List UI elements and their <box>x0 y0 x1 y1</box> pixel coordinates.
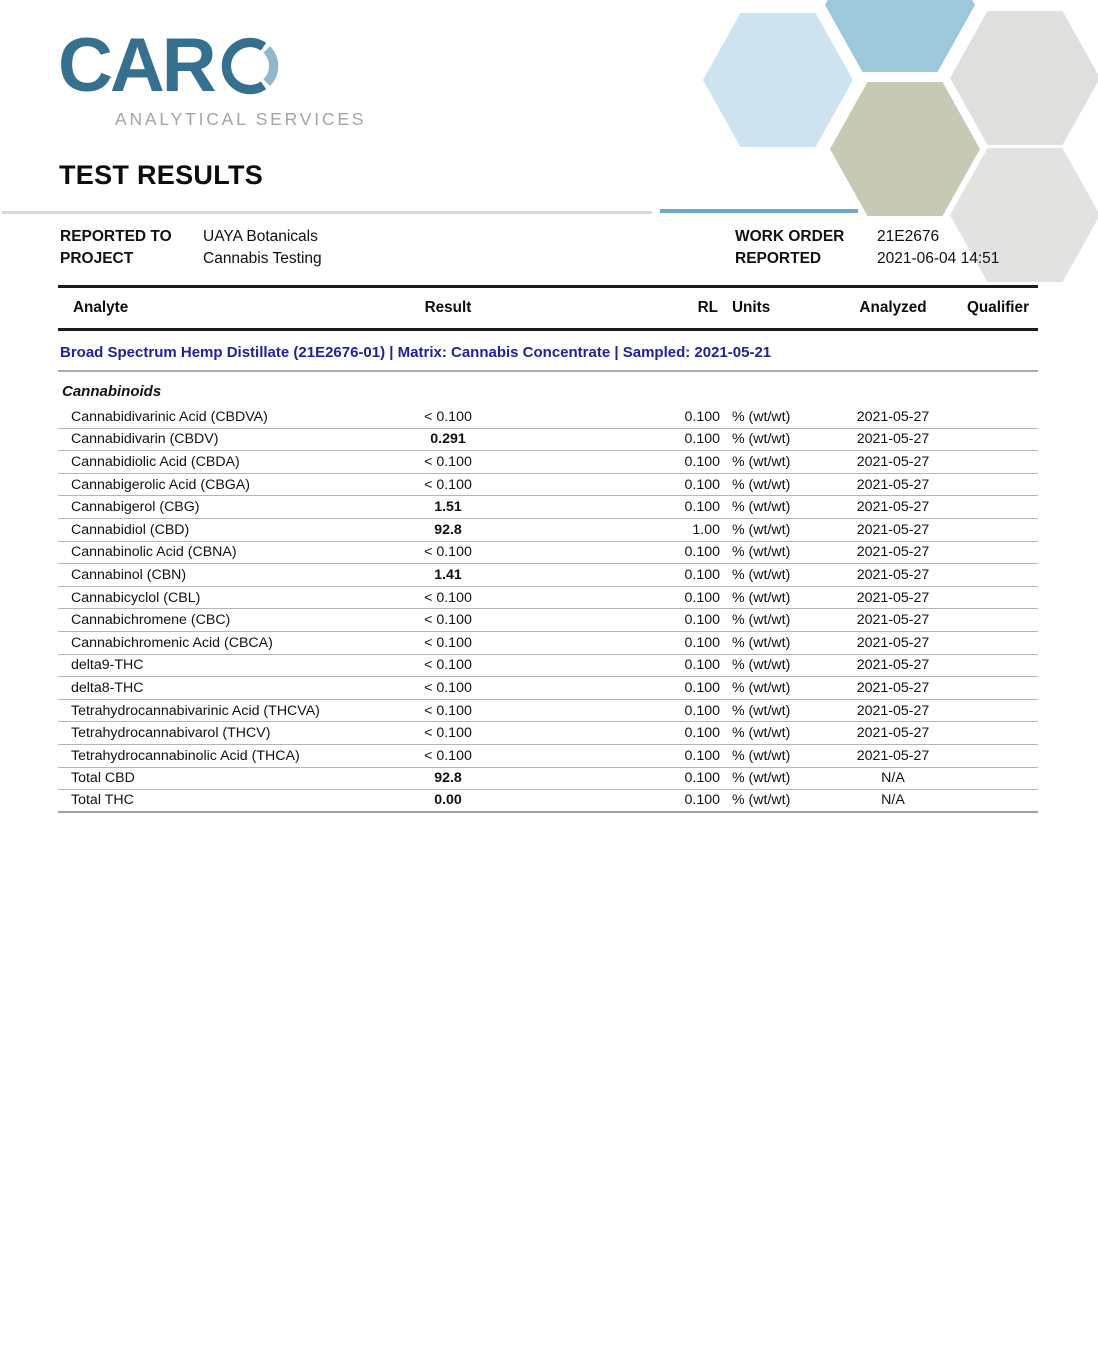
table-row <box>58 632 1038 655</box>
analyte-cell: Tetrahydrocannabinolic Acid (THCA) <box>71 747 300 764</box>
units-cell: % (wt/wt) <box>732 453 791 470</box>
project-row <box>60 248 322 270</box>
results-table <box>58 285 1038 813</box>
column-header-analyzed: Analyzed <box>859 299 927 316</box>
table-row <box>58 474 1038 497</box>
table-row <box>58 745 1038 768</box>
units-cell: % (wt/wt) <box>732 521 791 538</box>
meta-right-block <box>735 226 999 270</box>
result-cell: < 0.100 <box>424 589 472 606</box>
logo-tagline: ANALYTICAL SERVICES <box>115 109 367 129</box>
reported-label: REPORTED <box>735 250 822 267</box>
hexagon-decoration <box>825 0 975 72</box>
rl-cell: 0.100 <box>684 499 720 516</box>
result-cell: < 0.100 <box>424 453 472 470</box>
rl-cell: 0.100 <box>684 431 720 448</box>
column-header-units: Units <box>732 299 771 316</box>
rl-cell: 0.100 <box>684 566 720 583</box>
section-label-cannabinoids: Cannabinoids <box>62 383 162 400</box>
analyte-cell: Total CBD <box>71 770 135 787</box>
rl-cell: 0.100 <box>684 589 720 606</box>
analyte-cell: Cannabichromene (CBC) <box>71 612 231 629</box>
table-row <box>58 655 1038 678</box>
hexagon-decoration <box>950 11 1098 145</box>
analyzed-cell: 2021-05-27 <box>856 725 930 742</box>
analyzed-cell: 2021-05-27 <box>856 634 930 651</box>
result-cell: < 0.100 <box>424 544 472 561</box>
result-cell: < 0.100 <box>424 725 472 742</box>
analyzed-cell: 2021-05-27 <box>856 453 930 470</box>
caro-logo <box>58 23 367 130</box>
analyzed-cell: N/A <box>881 770 905 787</box>
analyzed-cell: 2021-05-27 <box>856 589 930 606</box>
units-cell: % (wt/wt) <box>732 725 791 742</box>
column-header-qualifier: Qualifier <box>966 299 1030 316</box>
units-cell: % (wt/wt) <box>732 612 791 629</box>
analyzed-cell: 2021-05-27 <box>856 657 930 674</box>
result-cell: 0.291 <box>430 431 466 448</box>
result-cell: 1.41 <box>434 566 462 583</box>
analyzed-cell: 2021-05-27 <box>856 679 930 696</box>
table-row <box>58 451 1038 474</box>
table-row <box>58 564 1038 587</box>
table-row <box>58 587 1038 610</box>
meta-left-block <box>60 226 322 270</box>
analyte-cell: Cannabinolic Acid (CBNA) <box>71 544 237 561</box>
rl-cell: 0.100 <box>684 792 720 809</box>
rl-cell: 0.100 <box>684 634 720 651</box>
table-row <box>58 406 1038 429</box>
result-cell: 92.8 <box>434 770 462 787</box>
analyte-cell: Tetrahydrocannabivarinic Acid (THCVA) <box>71 702 320 719</box>
analyzed-cell: 2021-05-27 <box>856 566 930 583</box>
reported-to-value: UAYA Botanicals <box>203 228 318 245</box>
units-cell: % (wt/wt) <box>732 634 791 651</box>
divider-line-blue <box>660 209 858 213</box>
sample-header: Broad Spectrum Hemp Distillate (21E2676-01) | Matrix: Cannabis Concentrate | Sampled: 2021-05-21 <box>60 344 772 361</box>
rl-cell: 0.100 <box>684 544 720 561</box>
result-cell: < 0.100 <box>424 408 472 425</box>
table-body <box>58 406 1038 813</box>
result-cell: < 0.100 <box>424 476 472 493</box>
table-row <box>58 768 1038 791</box>
units-cell: % (wt/wt) <box>732 657 791 674</box>
units-cell: % (wt/wt) <box>732 589 791 606</box>
analyzed-cell: 2021-05-27 <box>856 544 930 561</box>
units-cell: % (wt/wt) <box>732 408 791 425</box>
analyte-cell: Cannabidivarinic Acid (CBDVA) <box>71 408 268 425</box>
units-cell: % (wt/wt) <box>732 476 791 493</box>
logo-wordmark <box>58 23 366 108</box>
work-order-row <box>735 226 999 248</box>
analyte-cell: Total THC <box>71 792 134 809</box>
rl-cell: 0.100 <box>684 747 720 764</box>
work-order-label: WORK ORDER <box>735 228 845 245</box>
rl-cell: 0.100 <box>684 657 720 674</box>
table-row <box>58 519 1038 542</box>
table-row <box>58 677 1038 700</box>
table-row <box>58 429 1038 452</box>
table-row <box>58 790 1038 813</box>
hexagon-decoration <box>830 82 980 216</box>
analyte-cell: Cannabidivarin (CBDV) <box>71 431 219 448</box>
rl-cell: 0.100 <box>684 453 720 470</box>
analyte-cell: Cannabichromenic Acid (CBCA) <box>71 634 273 651</box>
result-cell: 92.8 <box>434 521 462 538</box>
result-cell: < 0.100 <box>424 634 472 651</box>
analyte-cell: Cannabicyclol (CBL) <box>71 589 201 606</box>
rl-cell: 0.100 <box>684 770 720 787</box>
reported-value: 2021-06-04 14:51 <box>877 250 1000 267</box>
analyte-cell: Cannabigerol (CBG) <box>71 499 200 516</box>
result-cell: < 0.100 <box>424 612 472 629</box>
logo-text: CAR <box>58 23 214 108</box>
units-cell: % (wt/wt) <box>732 544 791 561</box>
result-cell: 1.51 <box>434 499 462 516</box>
column-header-analyte: Analyte <box>73 299 129 316</box>
analyte-cell: Cannabidiol (CBD) <box>71 521 190 538</box>
units-cell: % (wt/wt) <box>732 770 791 787</box>
analyte-cell: Cannabinol (CBN) <box>71 566 187 583</box>
table-row <box>58 496 1038 519</box>
project-label: PROJECT <box>60 250 134 267</box>
units-cell: % (wt/wt) <box>732 499 791 516</box>
result-cell: 0.00 <box>434 792 462 809</box>
units-cell: % (wt/wt) <box>732 679 791 696</box>
column-header-rl: RL <box>697 299 718 316</box>
analyzed-cell: N/A <box>881 792 905 809</box>
analyte-cell: Cannabidiolic Acid (CBDA) <box>71 453 240 470</box>
rl-cell: 0.100 <box>684 725 720 742</box>
reported-row <box>735 248 999 270</box>
units-cell: % (wt/wt) <box>732 566 791 583</box>
analyte-cell: Tetrahydrocannabivarol (THCV) <box>71 725 271 742</box>
table-header-row <box>58 288 1038 328</box>
analyte-cell: delta8-THC <box>71 679 144 696</box>
table-row <box>58 609 1038 632</box>
page-title: TEST RESULTS <box>59 160 264 190</box>
analyzed-cell: 2021-05-27 <box>856 408 930 425</box>
result-cell: < 0.100 <box>424 702 472 719</box>
work-order-value: 21E2676 <box>877 228 940 245</box>
analyte-cell: delta9-THC <box>71 657 144 674</box>
analyzed-cell: 2021-05-27 <box>856 521 930 538</box>
divider-line-gray <box>2 211 652 214</box>
rl-cell: 0.100 <box>684 612 720 629</box>
rl-cell: 0.100 <box>684 702 720 719</box>
column-header-result: Result <box>424 299 472 316</box>
result-cell: < 0.100 <box>424 679 472 696</box>
table-row <box>58 722 1038 745</box>
reported-to-label: REPORTED TO <box>60 228 172 245</box>
rl-cell: 0.100 <box>684 408 720 425</box>
analyzed-cell: 2021-05-27 <box>856 747 930 764</box>
analyzed-cell: 2021-05-27 <box>856 476 930 493</box>
analyte-cell: Cannabigerolic Acid (CBGA) <box>71 476 250 493</box>
analyzed-cell: 2021-05-27 <box>856 612 930 629</box>
hexagon-decoration <box>703 13 853 147</box>
analyzed-cell: 2021-05-27 <box>856 702 930 719</box>
reported-to-row <box>60 226 322 248</box>
result-cell: < 0.100 <box>424 657 472 674</box>
analyzed-cell: 2021-05-27 <box>856 431 930 448</box>
logo-o-icon <box>219 35 281 97</box>
units-cell: % (wt/wt) <box>732 747 791 764</box>
units-cell: % (wt/wt) <box>732 792 791 809</box>
project-value: Cannabis Testing <box>203 250 322 267</box>
result-cell: < 0.100 <box>424 747 472 764</box>
rl-cell: 0.100 <box>684 679 720 696</box>
table-row <box>58 700 1038 723</box>
analyzed-cell: 2021-05-27 <box>856 499 930 516</box>
units-cell: % (wt/wt) <box>732 431 791 448</box>
rl-cell: 1.00 <box>692 521 720 538</box>
table-row <box>58 542 1038 565</box>
rl-cell: 0.100 <box>684 476 720 493</box>
units-cell: % (wt/wt) <box>732 702 791 719</box>
